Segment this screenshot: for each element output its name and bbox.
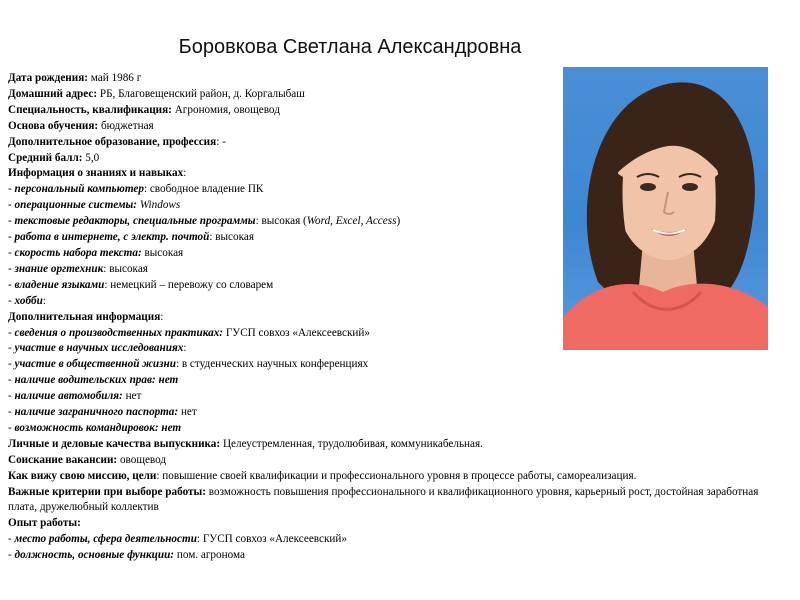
job-criteria: Важные критерии при выборе работы: возможность повышения профессионального и квалификационного уровня, карьерный рост, достойная заработная плата, дружелюбный коллектив	[8, 485, 759, 514]
experience-item: - должность, основные функции: пом. агронома	[8, 549, 245, 562]
skill-item: - владение языками: немецкий – перевожу со словарем	[8, 278, 274, 291]
page-title: Боровкова Светлана Александровна	[178, 36, 522, 58]
skill-item: - персональный компьютер: свободное владение ПК	[8, 183, 264, 196]
resume-body	[8, 71, 793, 564]
personal-qualities: Личные и деловые качества выпускника: Целеустремленная, трудолюбивая, коммуникабельная.	[8, 437, 483, 450]
skill-item: - скорость набора текста: высокая	[8, 246, 184, 259]
experience-item: - место работы, сфера деятельности: ГУСП совхоз «Алексеевский»	[8, 533, 347, 546]
info-line-gpa: Средний балл: 5,0	[8, 151, 100, 164]
additional-item: - наличие заграничного паспорта: нет	[8, 406, 197, 419]
info-line-study-basis: Основа обучения: бюджетная	[8, 119, 154, 132]
desired-vacancy: Соискание вакансии: овощевод	[8, 453, 167, 466]
skill-item: - текстовые редакторы, специальные программы: высокая (Word, Excel, Access)	[8, 215, 401, 228]
additional-item: - наличие водительских прав: нет	[8, 374, 179, 387]
skill-item: - хобби:	[8, 294, 46, 307]
mission-goals: Как вижу свою миссию, цели: повышение своей квалификации и профессионального уровня в процессе работы, самореализация.	[8, 469, 637, 482]
info-line-extra-education: Дополнительное образование, профессия: -	[8, 135, 226, 148]
skill-item: - знание оргтехник: высокая	[8, 262, 148, 275]
additional-item: - наличие автомобиля: нет	[8, 390, 142, 403]
additional-heading: Дополнительная информация:	[8, 310, 164, 323]
info-line-address: Домашний адрес: РБ, Благовещенский район, д. Коргалыбаш	[8, 87, 305, 100]
experience-heading: Опыт работы:	[8, 517, 81, 530]
additional-item: - участие в научных исследованиях:	[8, 342, 187, 355]
skill-item: - работа в интернете, с электр. почтой: высокая	[8, 231, 254, 244]
additional-item: - сведения о производственных практиках: ГУСП совхоз «Алексеевский»	[8, 326, 370, 339]
info-line-birthdate: Дата рождения: май 1986 г	[8, 72, 142, 84]
additional-item: - возможность командировок: нет	[8, 421, 182, 434]
info-line-specialty: Специальность, квалификация: Агрономия, овощевод	[8, 103, 280, 116]
skill-item: - операционные системы: Windows	[8, 199, 181, 212]
additional-item: - участие в общественной жизни: в студенческих научных конференциях	[8, 358, 369, 371]
skills-heading: Информация о знаниях и навыках:	[8, 167, 187, 180]
